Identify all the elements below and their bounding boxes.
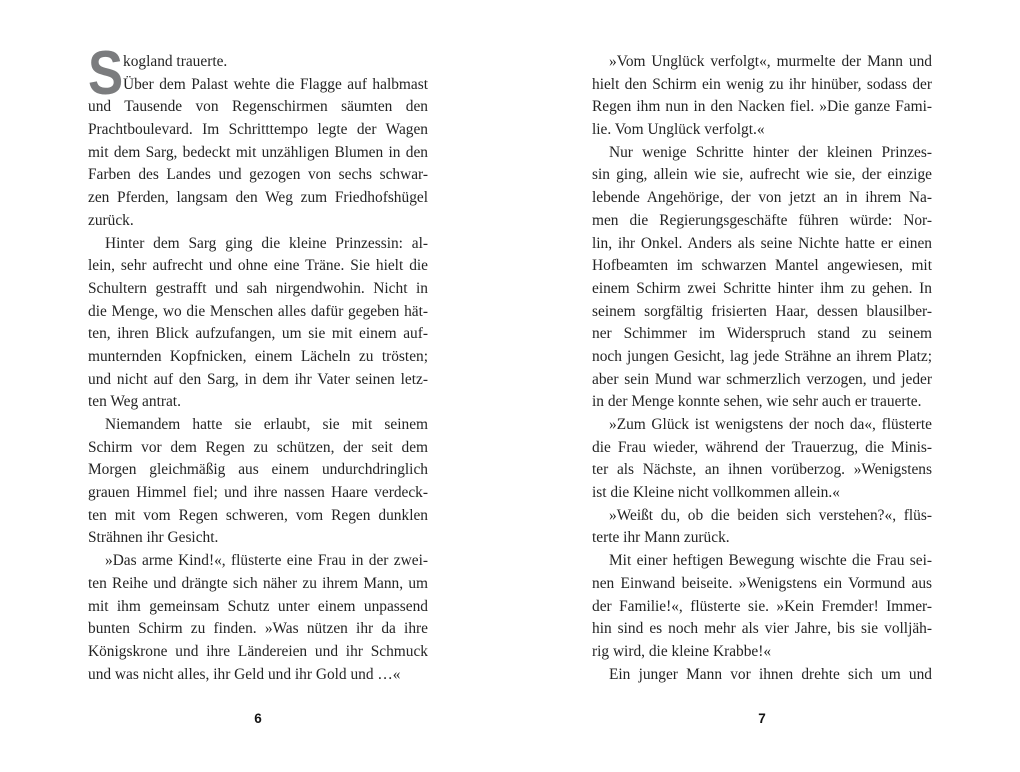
text-line: und was nicht alles, ihr Geld und ihr Gold und …« <box>88 665 401 683</box>
text-line: »Das arme Kind!«, flüsterte eine Frau in der zwei- <box>105 552 428 570</box>
text-line: hin sind es noch mehr als vier Jahre, bis sie volljäh- <box>592 620 932 638</box>
text-line: ist die Kleine nicht vollkommen allein.« <box>592 484 840 502</box>
text-line: ner Schimmer im Widerspruch stand zu seinem <box>592 325 932 343</box>
paragraph <box>88 233 428 415</box>
text-line: grauen Himmel fiel; und ihre nassen Haare verdeck- <box>88 484 428 502</box>
page-number-right: 7 <box>758 711 766 726</box>
paragraph <box>88 51 428 74</box>
text-line: ten, ihren Blick aufzufangen, um sie mit einem auf- <box>88 325 428 343</box>
text-line: ten mit vom Regen schweren, vom Regen dunklen <box>88 506 428 524</box>
text-line: lin, ihr Onkel. Anders als seine Nichte hatte er einen <box>592 234 932 252</box>
page-right-text-column <box>592 51 932 686</box>
text-line: »Vom Unglück verfolgt«, murmelte der Mann und <box>609 53 932 70</box>
paragraph <box>88 550 428 686</box>
text-line: Hinter dem Sarg ging die kleine Prinzessin: al- <box>105 234 428 252</box>
text-line: aber sein Mund war schmerzlich verzogen, und jeder <box>592 370 932 388</box>
text-line: Farben des Landes und gezogen von sechs schwar- <box>88 166 428 184</box>
text-line: und Tausende von Regenschirmen säumten den <box>88 98 428 116</box>
text-line: Niemandem hatte sie erlaubt, sie mit seinem <box>105 416 428 433</box>
text-line: sin ging, allein wie sie, aufrecht wie sie, der einzige <box>592 166 932 184</box>
text-line: lein, sehr aufrecht und ohne eine Träne. Sie hielt die <box>88 257 428 275</box>
text-line: zurück. <box>88 211 134 229</box>
text-line: men die Regierungsgeschäfte führen würde: Nor- <box>592 211 932 229</box>
text-line: Strähnen ihr Gesicht. <box>88 529 219 547</box>
text-line: bunten Schirm zu finden. »Was nützen ihr da ihre <box>88 620 428 638</box>
text-line: kogland trauerte. <box>123 53 228 70</box>
text-line: zen Pferden, langsam den Weg zum Friedhofshügel <box>88 189 428 207</box>
page-left-text-column <box>88 39 428 686</box>
text-line: ter als Nächste, an ihnen vorüberzog. »Wenigstens <box>592 461 932 479</box>
text-line: noch jungen Gesicht, lag jede Strähne an ihrem Platz; <box>592 347 932 365</box>
text-line: seinem sorgfältig frisierten Haar, dessen blausilber- <box>592 302 932 320</box>
text-line: Schultern gestrafft und sah nirgendwohin. Nicht in <box>88 279 428 297</box>
paragraph <box>592 664 932 687</box>
text-line: Schirm vor dem Regen zu schützen, der seit dem <box>88 438 428 456</box>
text-line: rig wird, die kleine Krabbe!« <box>592 642 772 660</box>
text-line: lebende Angehörige, der von jetzt an in ihrem Na- <box>592 189 932 207</box>
text-line: terte ihr Mann zurück. <box>592 529 730 547</box>
text-line: die Frau wieder, während der Trauerzug, die Minis- <box>592 438 932 456</box>
paragraph <box>88 414 428 550</box>
text-line: Königskrone und ihre Ländereien und ihr Schmuck <box>88 642 428 660</box>
text-line: einem Schirm zwei Schritte hinter ihm zu gehen. In <box>592 279 932 297</box>
paragraph <box>592 51 932 142</box>
text-line: Nur wenige Schritte hinter der kleinen Prinzes- <box>609 143 932 161</box>
text-line: ten Reihe und drängte sich näher zu ihrem Mann, um <box>88 574 428 592</box>
text-line: nen Einwand beiseite. »Wenigstens ein Vormund aus <box>592 574 932 592</box>
text-line: Regen ihm nun in den Nacken fiel. »Die ganze Fami- <box>592 98 932 116</box>
text-line: Morgen gleichmäßig aus einem undurchdringlich <box>88 461 428 479</box>
paragraph <box>592 550 932 663</box>
text-line: die Menge, wo die Menschen alles dafür gegeben hät- <box>88 302 428 320</box>
page-right <box>510 0 1020 772</box>
text-line: mit ihm gemeinsam Schutz unter einem unpassend <box>88 597 428 615</box>
paragraph <box>592 142 932 414</box>
text-line: munternden Kopfnicken, einem Lächeln zu trösten; <box>88 347 428 365</box>
text-line: ten Weg antrat. <box>88 393 181 411</box>
text-line: lie. Vom Unglück verfolgt.« <box>592 121 765 139</box>
text-line: mit dem Sarg, bedeckt mit unzähligen Blumen in den <box>88 143 428 161</box>
page-number-left: 6 <box>254 711 262 726</box>
paragraph <box>88 74 428 233</box>
drop-cap: S <box>88 39 124 108</box>
text-line: der Familie!«, flüsterte sie. »Kein Fremder! Immer- <box>592 597 932 615</box>
text-line: »Weißt du, ob die beiden sich verstehen?«, flüs- <box>609 506 932 524</box>
paragraph <box>592 505 932 550</box>
text-line: hielt den Schirm ein wenig zu ihr hinüber, sodass der <box>592 75 932 93</box>
text-line: Prachtboulevard. Im Schritttempo legte der Wagen <box>88 121 428 139</box>
text-line: Über dem Palast wehte die Flagge auf halbmast <box>123 75 428 93</box>
text-line: Mit einer heftigen Bewegung wischte die Frau sei- <box>609 552 932 570</box>
text-line: in der Menge konnte sehen, wie sehr auch er trauerte. <box>592 393 922 411</box>
text-line: »Zum Glück ist wenigstens der noch da«, flüsterte <box>609 416 932 433</box>
text-line: Ein junger Mann vor ihnen drehte sich um und <box>609 665 932 683</box>
paragraph <box>592 414 932 505</box>
text-line: Hofbeamten im schwarzen Mantel angewiesen, mit <box>592 257 932 275</box>
text-line: und nicht auf den Sarg, in dem ihr Vater seinen letz- <box>88 370 428 388</box>
